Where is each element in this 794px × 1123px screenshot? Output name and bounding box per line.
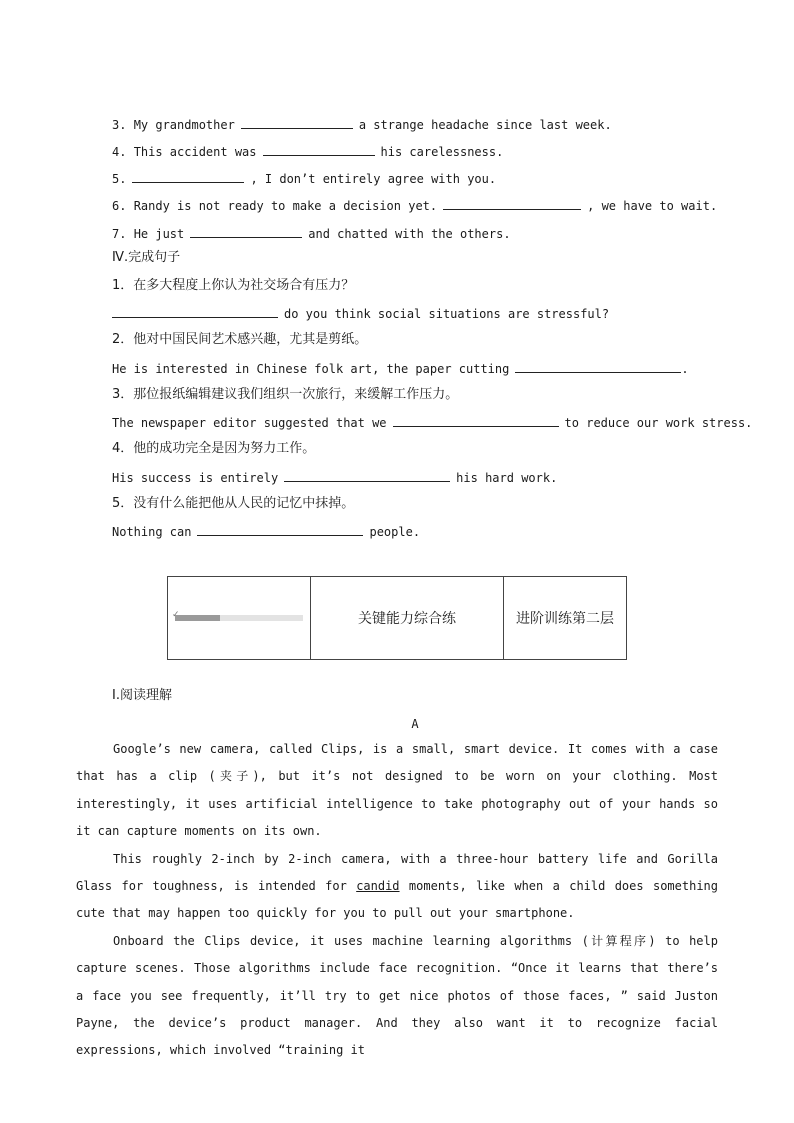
exercise-item-4 bbox=[112, 144, 503, 159]
item-text: . bbox=[681, 362, 689, 376]
banner-title: 关键能力综合练 bbox=[311, 577, 504, 660]
item-text: The newspaper editor suggested that we bbox=[112, 416, 387, 430]
answer-blank[interactable] bbox=[132, 171, 244, 183]
section-heading: Ⅰ.阅读理解 bbox=[112, 688, 172, 703]
item-text: Nothing can bbox=[112, 525, 192, 539]
chinese-prompt: 1．在多大程度上你认为社交场合有压力？ bbox=[112, 278, 355, 293]
banner-level: 进阶训练第二层 bbox=[504, 577, 627, 660]
answer-blank[interactable] bbox=[197, 524, 363, 536]
paragraph: Google’s new camera, called Clips, is a small, smart device. It comes with a case that has a clip (夹子), but it’s not designed to be worn on your clothing. Most interestingly, it uses artificial intelligence to take photography out of your hands so it can capture moments on its own. bbox=[76, 742, 718, 839]
answer-blank[interactable] bbox=[241, 117, 353, 129]
english-sentence bbox=[112, 306, 609, 321]
item-text: people. bbox=[369, 525, 421, 539]
item-number: 5. bbox=[112, 172, 127, 186]
item-text: his hard work. bbox=[456, 471, 558, 485]
item-text: His success is entirely bbox=[112, 471, 279, 485]
section-banner bbox=[167, 576, 627, 660]
item-number: 3. bbox=[112, 118, 127, 132]
exercise-item-5 bbox=[112, 171, 496, 186]
paragraph bbox=[76, 846, 718, 928]
item-text: He is interested in Chinese folk art, the paper cutting bbox=[112, 362, 510, 376]
answer-blank[interactable] bbox=[393, 415, 559, 427]
english-sentence bbox=[112, 415, 752, 430]
item-text: to reduce our work stress. bbox=[564, 416, 753, 430]
chinese-prompt: 5．没有什么能把他从人民的记忆中抹掉。 bbox=[112, 496, 355, 511]
item-text: his carelessness. bbox=[380, 145, 504, 159]
english-sentence bbox=[112, 361, 689, 376]
exercise-item-7 bbox=[112, 226, 511, 241]
answer-blank[interactable] bbox=[190, 226, 302, 238]
passage-label: A bbox=[411, 717, 419, 731]
item-text: My grandmother bbox=[133, 118, 235, 132]
exercise-item-3 bbox=[112, 117, 612, 132]
chinese-prompt: 3．那位报纸编辑建议我们组织一次旅行，来缓解工作压力。 bbox=[112, 387, 459, 402]
item-text: Randy is not ready to make a decision yet. bbox=[133, 199, 438, 213]
chinese-prompt: 2．他对中国民间艺术感兴趣，尤其是剪纸。 bbox=[112, 332, 368, 347]
progress-fill bbox=[175, 615, 220, 621]
item-text: and chatted with the others. bbox=[308, 227, 511, 241]
progress-cell bbox=[168, 577, 311, 660]
answer-blank[interactable] bbox=[443, 198, 581, 210]
item-number: 4. bbox=[112, 145, 127, 159]
item-text: He just bbox=[133, 227, 185, 241]
answer-blank[interactable] bbox=[112, 306, 278, 318]
item-text: , I don’t entirely agree with you. bbox=[250, 172, 497, 186]
item-text: , we have to wait. bbox=[587, 199, 718, 213]
section-heading: Ⅳ.完成句子 bbox=[112, 250, 181, 265]
exercise-item-6 bbox=[112, 198, 717, 213]
underlined-word: candid bbox=[356, 879, 400, 894]
item-text: a strange headache since last week. bbox=[358, 118, 612, 132]
item-number: 7. bbox=[112, 227, 127, 241]
answer-blank[interactable] bbox=[263, 144, 375, 156]
item-number: 6. bbox=[112, 199, 127, 213]
answer-blank[interactable] bbox=[515, 361, 681, 373]
english-sentence bbox=[112, 524, 420, 539]
english-sentence bbox=[112, 470, 557, 485]
paragraph-text: This roughly 2-inch by 2-inch camera, with a three-hour battery life and Gorilla Glass for toughness, is intended for bbox=[76, 851, 718, 894]
paragraph-text: moments, like when a child does something cute that may happen too quickly for you to pull out your smartphone. bbox=[76, 879, 718, 921]
progress-bar bbox=[172, 610, 303, 621]
reading-passage bbox=[76, 736, 718, 1065]
item-text: This accident was bbox=[133, 145, 257, 159]
check-icon: ✓ bbox=[172, 610, 180, 620]
answer-blank[interactable] bbox=[284, 470, 450, 482]
paragraph: Onboard the Clips device, it uses machine learning algorithms (计算程序) to help capture scenes. Those algorithms include face recognition. “Once it learns that there’s a face you see frequently, it’ll try to get nice photos of those faces, ” said Juston Payne, the device’s product manager. And they also want it to recognize facial expressions, which involved “training it bbox=[76, 933, 718, 1058]
chinese-prompt: 4．他的成功完全是因为努力工作。 bbox=[112, 441, 316, 456]
item-text: do you think social situations are stressful? bbox=[284, 307, 610, 321]
